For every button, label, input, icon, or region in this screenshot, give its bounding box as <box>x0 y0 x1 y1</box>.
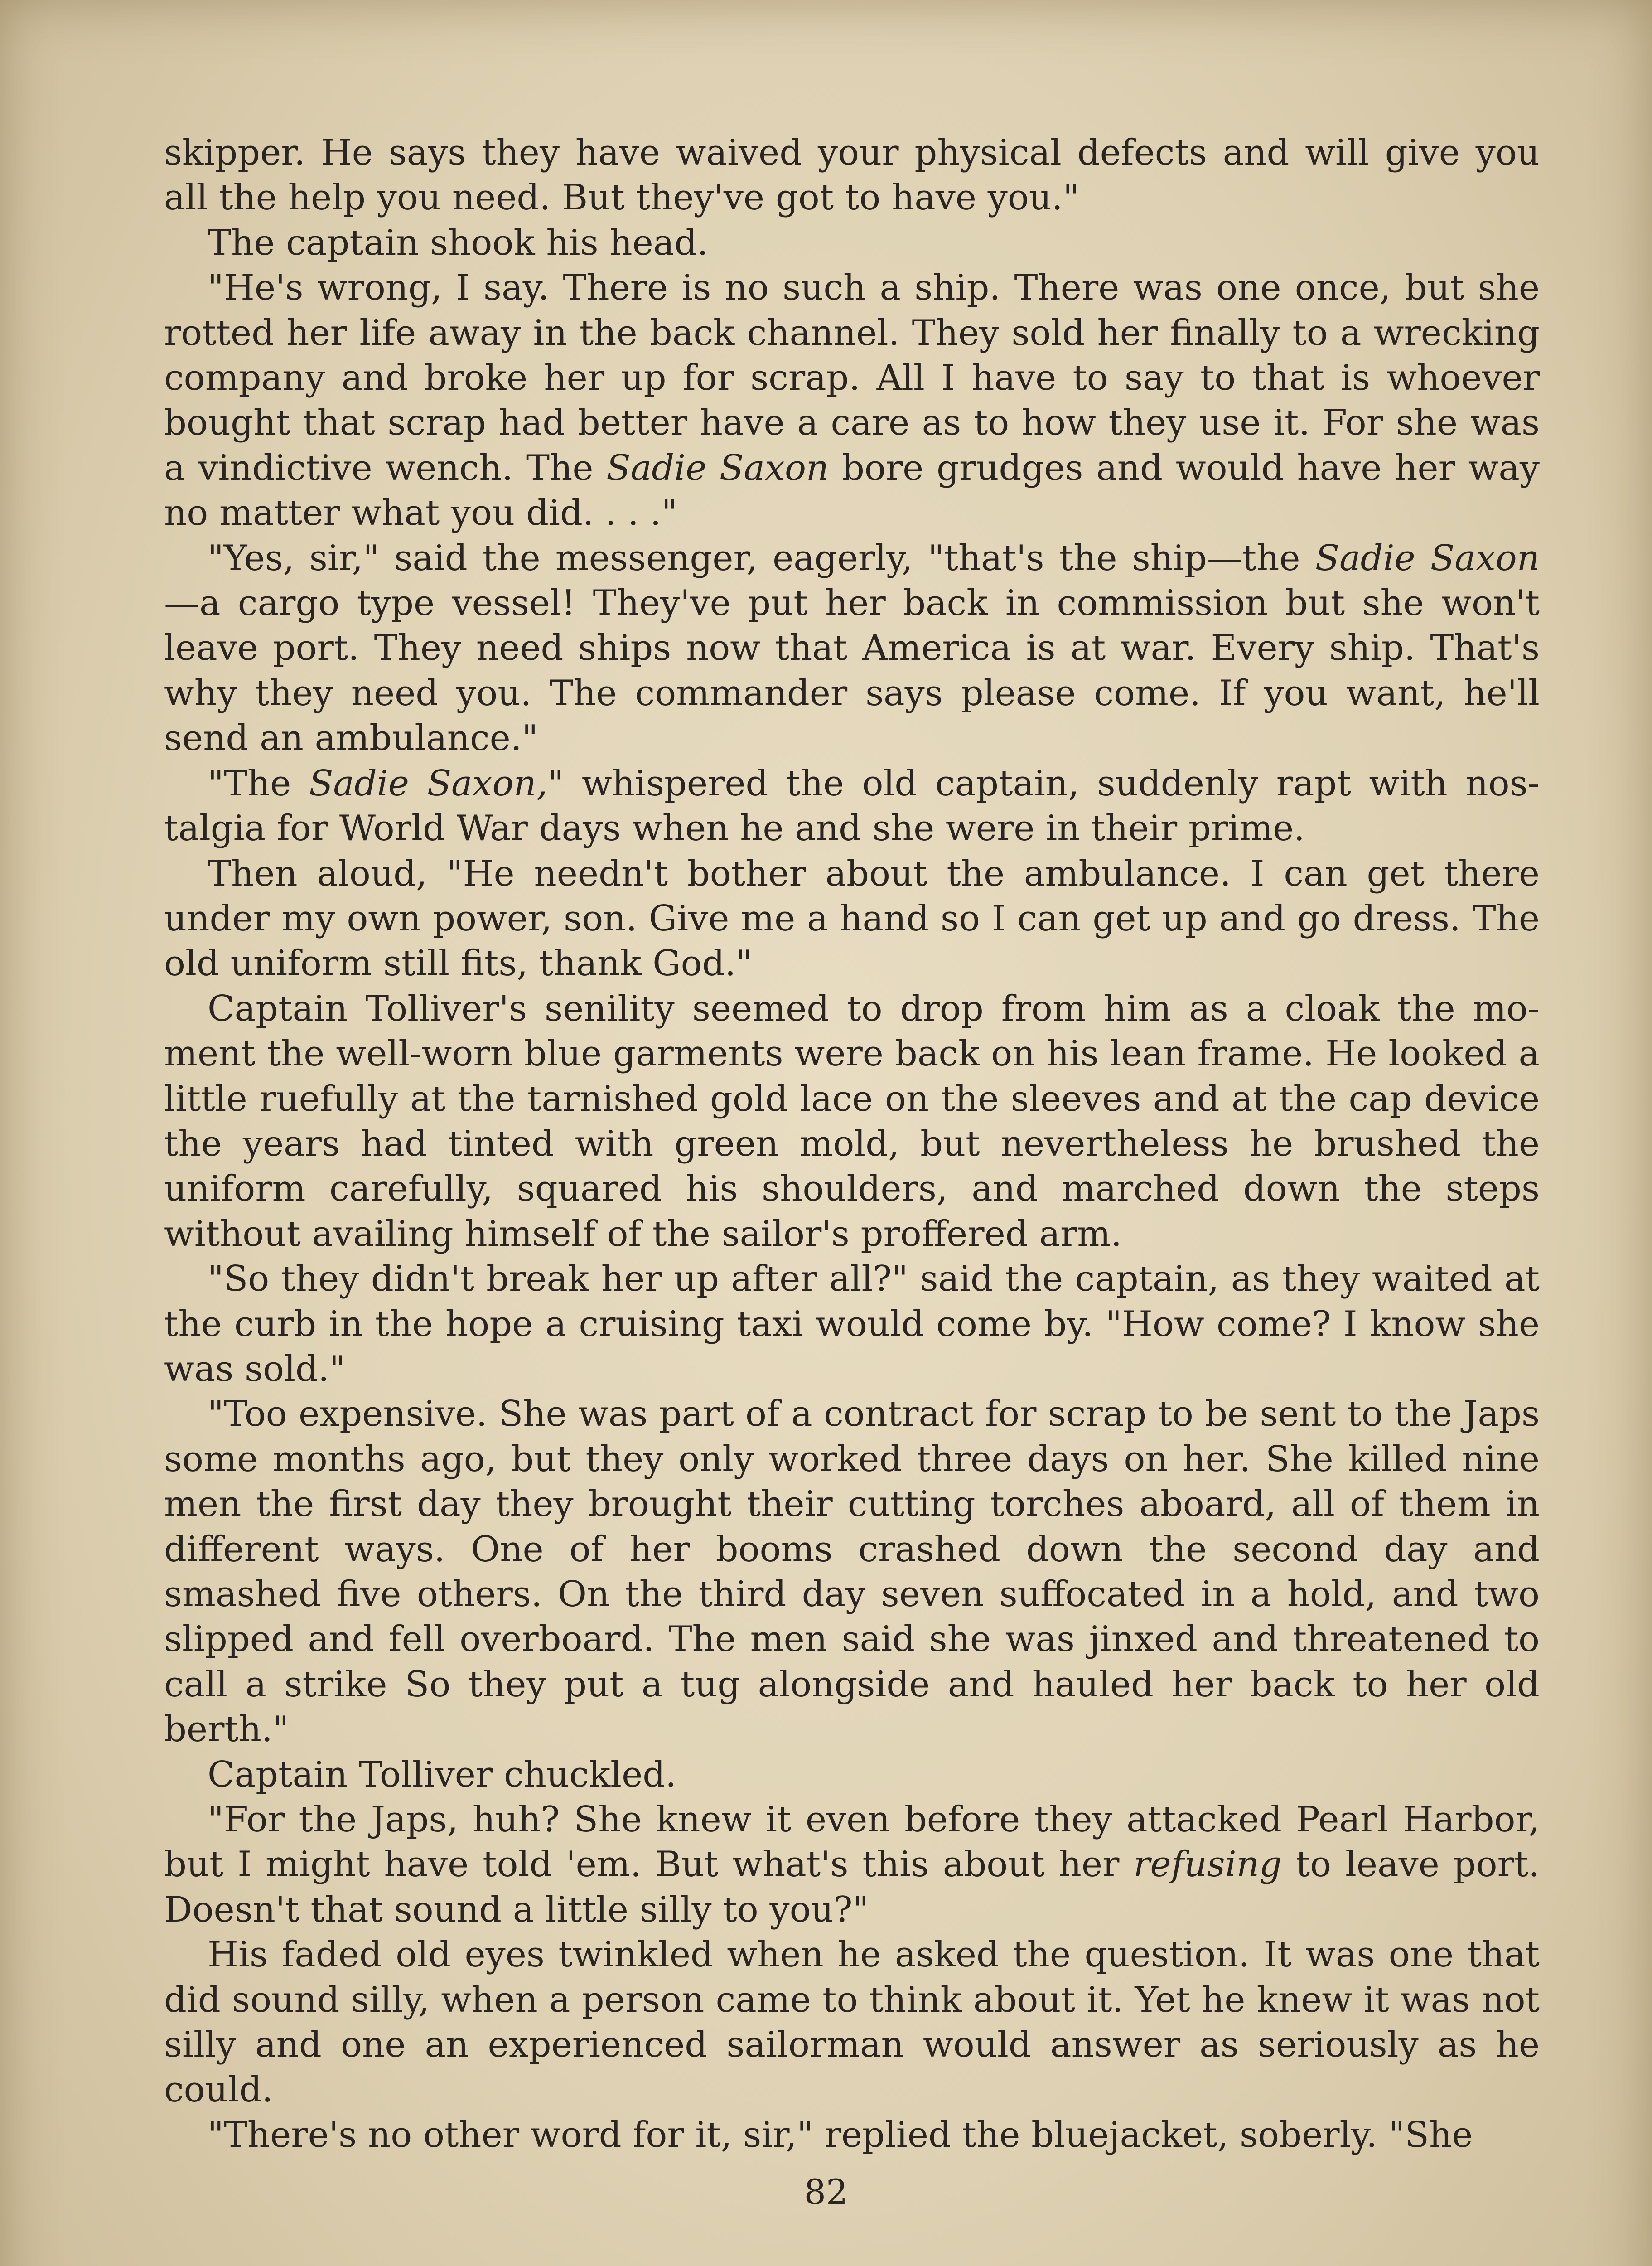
paragraph <box>164 1257 1540 1392</box>
text-run: The captain shook his head. <box>208 222 709 263</box>
paragraph <box>164 852 1540 987</box>
text-run: "The <box>208 763 309 804</box>
paragraph <box>164 987 1540 1257</box>
text-run: "He's wrong, I say. There is no such a ship. There was one once, but she rotted her life away in the back channel. They sold her finally to a wrecking company and broke her up for scrap. All I have to say to that is whoever bought that scrap had better have a care as to how they use it. For she was a vindictive wench. The <box>164 267 1540 489</box>
text-run: "Yes, sir," said the messenger, eagerly, "that's the ship—the <box>208 537 1315 579</box>
italic-text: Sadie Saxon <box>606 447 829 489</box>
text-run: to leave port. Doesn't that sound a little silly to you?" <box>164 1844 1540 1930</box>
text-run: bore grudges and would have her way no matter what you did. . . ." <box>164 447 1540 534</box>
text-run: Captain Tolliver chuckled. <box>208 1754 676 1795</box>
paragraph <box>164 536 1540 761</box>
paragraph <box>164 131 1540 221</box>
paragraph <box>164 1797 1540 1932</box>
body-text <box>164 131 1540 2158</box>
text-run: "So they didn't break her up after all?" said the captain, as they waited at the curb in the hope a cruising taxi would come by. "How come? I know she was sold." <box>164 1259 1540 1390</box>
text-run: skipper. He says they have waived your physical defects and will give you all the help you need. But they've got to have you." <box>164 132 1540 218</box>
text-run: Captain Tolliver's senility seemed to drop from him as a cloak the mo-ment the well-worn blue garments were back on his lean frame. He looked a little ruefully at the tarnished gold lace on the sleeves and at the cap device the years had tinted with green mold, but nevertheless he brushed the uniform carefully, squared his shoulders, and marched down the steps without availing himself of the sailor's proffered arm. <box>164 988 1540 1254</box>
italic-text: refusing <box>1133 1844 1282 1885</box>
paragraph <box>164 1932 1540 2113</box>
text-run: "There's no other word for it, sir," replied the bluejacket, soberly. "She <box>208 2114 1473 2155</box>
paragraph <box>164 1392 1540 1752</box>
paragraph <box>164 266 1540 536</box>
text-run: His faded old eyes twinkled when he asked the question. It was one that did sound silly, when a person came to think about it. Yet he knew it was not silly and one an experienced sailorman would answer as seriously as he could. <box>164 1934 1540 2111</box>
paragraph <box>164 761 1540 852</box>
text-run: whispered the old captain, suddenly rapt with nos-talgia for World War days when he and she were in their prime. <box>164 763 1540 849</box>
page-number: 82 <box>804 2172 848 2212</box>
text-run: "Too expensive. She was part of a contract for scrap to be sent to the Japs some months ago, but they only worked three days on her. She killed nine men the first day they brought their cutting torches aboard, all of them in different ways. One of her booms crashed down the second day and smashed five others. On the third day seven suffocated in a hold, and two slipped and fell overboard. The men said she was jinxed and threatened to call a strike So they put a tug alongside and hauled her back to her old berth." <box>164 1394 1540 1750</box>
paragraph <box>164 2113 1540 2158</box>
italic-text: Sadie Saxon <box>1315 537 1540 579</box>
text-run: —a cargo type vessel! They've put her back in commission but she won't leave port. They need ships now that America is at war. Every ship. That's why they need you. The commander says please come. If you want, he'll send an ambulance." <box>164 583 1540 759</box>
text-run: "For the Japs, huh? She knew it even before they attacked Pearl Harbor, but I might have told 'em. But what's this about her <box>164 1799 1540 1885</box>
paragraph <box>164 1753 1540 1797</box>
text-run: Then aloud, "He needn't bother about the ambulance. I can get there under my own power, son. Give me a hand so I can get up and go dress. The old uniform still fits, thank God." <box>164 853 1540 984</box>
italic-text: Sadie Saxon," <box>309 763 564 804</box>
paragraph <box>164 221 1540 266</box>
